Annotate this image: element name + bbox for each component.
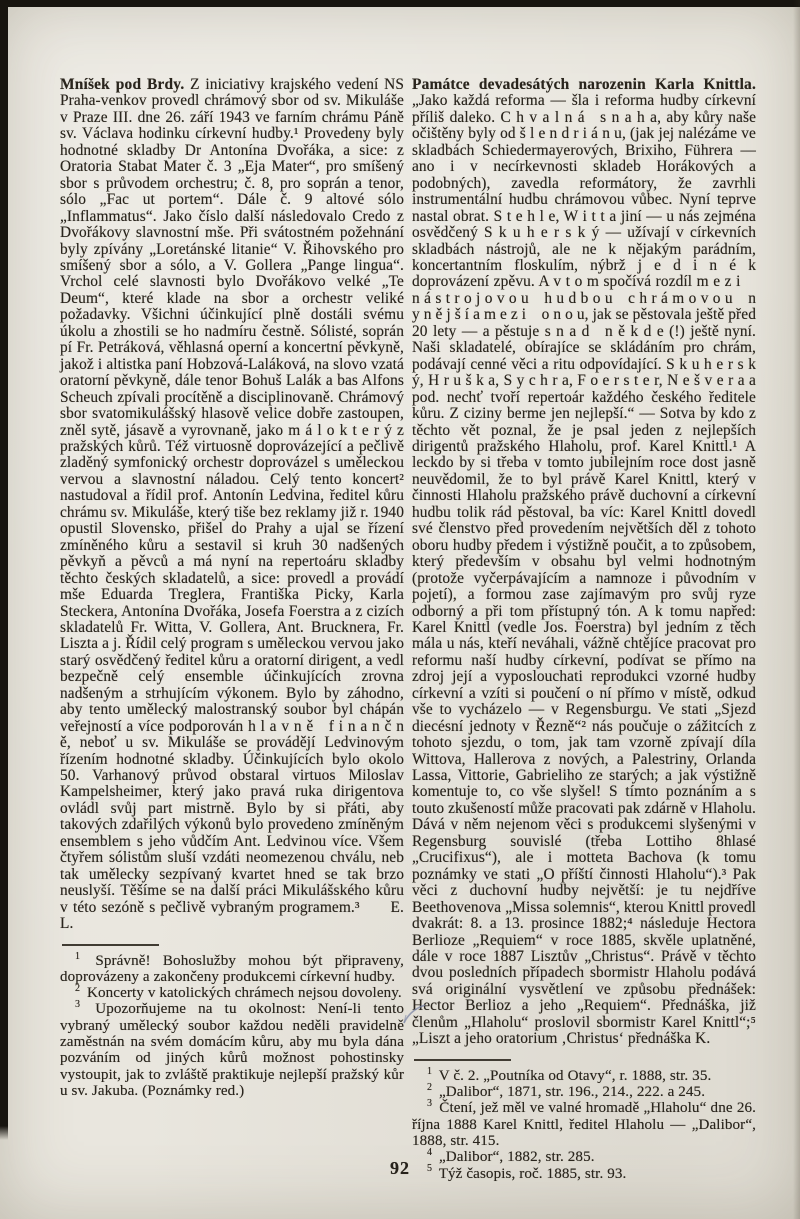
- footnote: [412, 1100, 756, 1149]
- right-column: [412, 77, 756, 1182]
- footnote-text: V č. 2. „Poutníka od Otavy“, r. 1888, str. 35.: [438, 1067, 712, 1084]
- article-title: Mníšek pod Brdy.: [60, 76, 185, 93]
- page-edge-top: [0, 0, 800, 7]
- footnote-text: Čtení, jež měl ve valné hromadě „Hlaholu“ dne 26. října 1888 Karel Knittl, ředitel Hlaholu — „Dalibor“, 1888, str. 415.: [412, 1100, 756, 1149]
- footnote: [60, 1001, 404, 1099]
- footnote: [60, 950, 405, 986]
- footnote-text: Upozorňujeme na tu okolnost: Není-li tento vybraný umělecký soubor každou neděli pravidelně zaměstnán na svém domácím kůru, aby mu byla dána pozváním od jiných kůrů možnost pohostinsky vystoupit, jak to zvláště praktikuje nejlepší pražský kůr u sv. Jakuba. (Poznámky red.): [60, 1001, 405, 1099]
- footnotes-left: [60, 950, 405, 1100]
- footnote-marker: 5: [427, 1163, 433, 1175]
- article-pamatce-knittla: [412, 77, 756, 1048]
- footnote-rule-left: [62, 944, 159, 946]
- page-edge-right: [793, 0, 800, 1219]
- footnote: [60, 985, 404, 1001]
- footnote-marker: 2: [75, 983, 81, 995]
- footnote-marker: 2: [427, 1082, 433, 1093]
- article-mnisek-pod-brdy: [60, 77, 404, 933]
- footnote-text: „Dalibor“, 1882, str. 285.: [438, 1149, 595, 1166]
- footnote-text: Týž časopis, roč. 1885, str. 93.: [438, 1165, 627, 1182]
- article-title: Památce devadesátých narozenin Karla Knittla.: [412, 76, 756, 93]
- footnote-text: „Dalibor“, 1871, str. 196., 214., 222. a 245.: [438, 1084, 706, 1101]
- footnote-rule-right: [414, 1059, 511, 1061]
- page-number: 92: [390, 1158, 410, 1178]
- footnote-marker: 1: [75, 950, 81, 962]
- footnote: [412, 1084, 756, 1100]
- footnote-text: Koncerty v katolických chrámech nejsou dovoleny.: [86, 985, 402, 1002]
- footnote: [412, 1065, 756, 1084]
- left-column: [60, 77, 404, 1099]
- footnote-marker: 3: [427, 1098, 433, 1110]
- page-edge-left: [0, 0, 8, 1126]
- footnote-marker: 1: [427, 1065, 433, 1077]
- footnote-marker: 4: [427, 1147, 433, 1159]
- article-body: „Jako každá reforma — šla i reforma hudby církevní příliš daleko. C h v a l n á s n a h a, aby kůry naše očištěny byly od š l e n d r i á n u, (jak jej nalézáme ve skladbách Schiedermayerových, Brixiho, Führera — ano i v necírkevnosti skladeb Horákových a podobných), zavedla reformátory, že zavrhli instrumentální hudbu chrámovou vůbec. Nyní teprve nastal obrat. S t e h l e, W i t t a jiní — u nás zejména osvědčený S k u h e r s k ý — užívají v církevních skladbách nástrojů, ale ne k nějakým parádním, koncertantním floskulím, nýbrž j e d i n é k doprovázení zpěvu. A v t o m spočívá rozdíl m e z i n á s t r o j o v o u h u d b o u c h r á m o v o u n y n ě j š í a m e z i o n o u, jak se pěstovala ještě před 20 lety — a pěstuje s n a d n ě k d e (!) ještě nyní. Naši skladatelé, obírajíce se skládáním pro chrám, podávají cenné věci a ritu odpovídající. S k u h e r s k ý, H r u š k a, S y c h r a, F o e r s t e r, N e š v e r a a pod. nechť tvoří repertoár každého českého ředitele kůru. Z ciziny berme jen nejlepší.“ — Sotva by kdo z těchto vět poznal, že je psal jeden z nejlepších dirigentů pražského Hlaholu, prof. Karel Knittl.¹ A leckdo by si třeba v tomto jubilejním roce dost jasně neuvědomil, že to byl právě Karel Knittl, který v činnosti Hlaholu pražského právě duchovní a církevní hudbu tolik rád pěstoval, ba víc: Karel Knittl dovedl své členstvo před provedením největších děl z tohoto oboru hudby předem i výstižně poučit, a to způsobem, který především v obsahu byl velmi hodnotným (protože vyčerpávajícím a namnoze i původním v pojetí), a formou zase zajímavým pro svůj ryze odborný a při tom přístupný tón. A k tomu napřed: Karel Knittl (vedle Jos. Foerstra) byl jedním z těch mála u nás, kteří neváhali, vážně chtějíce pracovat pro reformu naší hudby církevní, podívat se přímo na zdroj její a vyposlouchati reprodukci vzorné hudby církevní a vzíti si poučení o ní přímo v místě, odkud vše to vycházelo — v Regensburgu. Ve stati „Sjezd diecésní jednoty v Řezně“² nás poučuje o zážitcích z tohoto sjezdu, o tom, jak tam vzorně zpívají díla Wittova, Hallerova z nových, a Palestriny, Orlanda Lassa, Vittorie, Gabrieliho ze starých; a jak výstižně komentuje to, co vše slyšel! S tímto poznáním a s touto zkušeností může pracovati pak zdárně v Hlaholu. Dává v něm nejenom věci s produkcemi slyšenými v Regensburg souvislé (třeba Lottiho 8hlasé „Crucifixus“), ale i motteta Bachova (k tomu poznámky ve stati „O příští činnosti Hlaholu“).³ Pak věci z duchovní hudby největší: je tu nejdříve Beethovenova „Missa solemnis“, kterou Knittl provedl dvakrát: 8. a 13. prosince 1882;⁴ následuje Hectora Berlioze „Requiem“ v roce 1885, skvěle uplatněné, dále v roce 1887 Lisztův „Christus“. Právě v těchto dvou posledních případech sbormistr Hlaholu podává svá originální vysvětlení ve způsobu přednášek: Hector Berlioz a jeho „Requiem“. Přednáška, již členům „Hlaholu“ proslovil sbormistr Karel Knittl“;⁵ „Liszt a jeho oratorium ‚Christus‘ přednáška K.: [412, 92, 756, 1048]
- footnote-text: Správně! Bohoslužby mohou být připraveny, doprovázeny a zakončeny produkcemi církevní hudby.: [60, 952, 405, 985]
- footnote-marker: 3: [75, 999, 81, 1011]
- pencil-mark: [401, 1002, 429, 1026]
- article-body: Z iniciativy krajského vedení NS Praha-venkov provedl chrámový sbor od sv. Mikuláše v Praze III. dne 26. září 1943 ve farním chrámu Páně sv. Václava hodinku církevní hudby.¹ Provedeny byly hodnotné skladby Dr Antonína Dvořáka, a sice: z Oratoria Stabat Mater č. 3 „Eja Mater“, pro smíšený sbor s průvodem orchestru; č. 8, pro soprán a tenor, sólo „Fac ut portem“. Dále č. 9 altové sólo „Inflammatus“. Jako číslo další následovalo Credo z Dvořákovy slavnostní mše. Při svátostném požehnání byly zpívány „Loretánské litanie“ V. Řihovského pro smíšený sbor a sólo, a V. Gollera „Pange lingua“. Vrchol celé slavnosti bylo Dvořákovo velké „Te Deum“, které klade na sbor a orchestr veliké požadavky. Všichni účinkující plně dostáli svému úkolu a zhostili se ho nadmíru čestně. Sólisté, soprán pí Fr. Petráková, věhlasná operní a koncertní pěvkyně, jakož i altistka paní Hobzová-Laláková, na slovo vzatá oratorní pěvkyně, dále tenor Bohuš Lalák a bas Alfons Scheuch zpívali procítěně a disciplinovaně. Chrámový sbor svatomikulášský hlasově velice dobře zastoupen, zněl sytě, jásavě a vyrovnaně, jako m á l o k t e r ý z pražských kůrů. Též virtuosně doprovázející a pečlivě zladěný symfonický orchestr doprovázel s uměleckou vervou a slavnostní náladou. Celý tento koncert² nastudoval a řídil prof. Antonín Ledvina, ředitel kůru chrámu sv. Mikuláše, který tiše bez reklamy již r. 1940 opustil Slovensko, přišel do Prahy a ujal se řízení zmíněného kůru a sestavil si kruh 30 nadšených pěvkyň a pěvců a má nyní na repertoáru skladby těchto českých skladatelů, a sice: provedl a provádí mše Eduarda Treglera, Františka Picky, Karla Steckera, Antonína Dvořáka, Josefa Foerstra a z cizích skladatelů Fr. Witta, V. Gollera, Ant. Brucknera, Fr. Liszta a j. Řídil celý program s uměleckou vervou jako starý osvědčený ředitel kůru a oratorní dirigent, a vedl bezpečně celý ensemble účinkujících zrovna nadšeným a strhujícím výkonem. Bylo by záhodno, aby tento umělecký malostranský soubor byl chápán veřejností a více podporován h l a v n ě f i n a n č n ě, neboť u sv. Mikuláše se provádějí Ledvinovým řízením hodnotné skladby. Účinkujících bylo okolo 50. Varhanový průvod obstaral virtuos Miloslav Kampelsheimer, který jako pravá ruka dirigentova ovládl svůj part mistrně. Bylo by si přáti, aby takových zdařilých výkonů bylo provedeno zmíněným ensemblem s jeho vůdčím Ant. Ledvinou více. Všem čtyřem sólistům sluší vzdáti neomezenou chválu, neb tak umělecky sezpívaný kvartet hned se tak brzo neuslyší. Těšíme se na další práci Mikulášského kůru v této sezóně s pečlivě vybraným programem.³ E. L.: [60, 76, 404, 933]
